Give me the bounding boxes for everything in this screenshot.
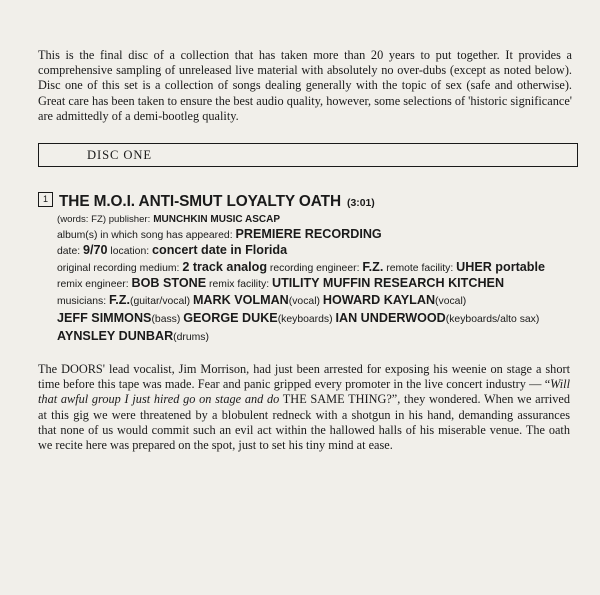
musician-role-6: (drums) bbox=[173, 332, 209, 344]
credit-label-location: location: bbox=[110, 246, 150, 258]
musician-name-1: MARK VOLMAN bbox=[192, 293, 289, 308]
credit-value-location: concert date in Florida bbox=[152, 243, 288, 258]
musician-role-0: (guitar/vocal) bbox=[129, 296, 191, 308]
credit-line-musicians bbox=[57, 292, 578, 310]
musician-role-3: (bass) bbox=[151, 314, 181, 326]
credit-line-remix bbox=[57, 276, 578, 292]
track-credits bbox=[57, 213, 578, 346]
credit-label-medium: original recording medium: bbox=[57, 262, 180, 274]
track-number: 1 bbox=[38, 192, 53, 207]
musician-role-4: (keyboards) bbox=[277, 314, 333, 326]
credit-line-musicians-3 bbox=[57, 328, 578, 346]
credit-label-albums: album(s) in which song has appeared: bbox=[57, 230, 233, 242]
credit-label-remix-engineer: remix engineer: bbox=[57, 278, 129, 290]
musician-name-4: GEORGE DUKE bbox=[183, 311, 278, 326]
credit-line-albums bbox=[57, 227, 578, 243]
notes-part-1: The DOORS' lead vocalist, Jim Morrison, had just been arrested for exposing his weenie on stage a short time before this tape was made. Fear and panic gripped every promoter in the live concert industry — “ bbox=[38, 362, 570, 392]
musician-name-3: JEFF SIMMONS bbox=[57, 311, 152, 326]
credit-value-publisher: MUNCHKIN MUSIC ASCAP bbox=[153, 214, 281, 226]
credit-line-date-location bbox=[57, 243, 578, 259]
credit-label-publisher: (words: FZ) publisher: bbox=[57, 214, 151, 226]
track-duration: (3:01) bbox=[347, 198, 375, 210]
credit-value-medium: 2 track analog bbox=[182, 259, 268, 274]
credit-value-remix-engineer: BOB STONE bbox=[131, 275, 207, 290]
disc-one-header bbox=[38, 143, 578, 167]
track-title: THE M.O.I. ANTI-SMUT LOYALTY OATH bbox=[59, 193, 341, 211]
musician-role-1: (vocal) bbox=[288, 296, 320, 308]
disc-label: DISC ONE bbox=[87, 147, 152, 162]
musician-name-5: IAN UNDERWOOD bbox=[335, 311, 446, 326]
credit-value-remix-facility: UTILITY MUFFIN RESEARCH KITCHEN bbox=[271, 275, 505, 290]
credit-value-remote-facility: UHER portable bbox=[456, 259, 545, 274]
track-notes bbox=[38, 362, 578, 453]
credit-line-publisher bbox=[57, 213, 578, 227]
credit-value-date: 9/70 bbox=[83, 243, 108, 258]
track-heading bbox=[38, 192, 578, 210]
credit-label-date: date: bbox=[57, 246, 81, 258]
credit-label-musicians: musicians: bbox=[57, 296, 107, 308]
credit-line-recording bbox=[57, 260, 578, 276]
credit-label-rec-engineer: recording engineer: bbox=[269, 262, 360, 274]
credit-value-albums: PREMIERE RECORDING bbox=[235, 227, 382, 242]
credit-value-rec-engineer: F.Z. bbox=[362, 259, 384, 274]
musician-name-0: F.Z. bbox=[108, 293, 130, 308]
notes-italic: Will that awful group I just hired go on stage and do bbox=[38, 377, 570, 407]
intro-paragraph: This is the final disc of a collection that has taken more than 20 years to put together. It provides a comprehensive sampling of unreleased live material with absolutely no over-dubs (except as noted below). Disc one of this set is a collection of songs dealing generally with the topic of sex (safe and otherwise). Great care has been taken to ensure the best audio quality, however, some selections of 'historic significance' are admittedly of a demi-bootleg quality. bbox=[38, 48, 572, 123]
credit-line-musicians-2 bbox=[57, 310, 578, 328]
musician-role-5: (keyboards/alto sax) bbox=[445, 314, 540, 326]
credit-label-remote-facility: remote facility: bbox=[386, 262, 454, 274]
musician-name-2: HOWARD KAYLAN bbox=[322, 293, 436, 308]
credit-label-remix-facility: remix facility: bbox=[209, 278, 270, 290]
musician-name-6: AYNSLEY DUNBAR bbox=[57, 329, 174, 344]
musician-role-2: (vocal) bbox=[435, 296, 467, 308]
notes-part-2: THE SAME THING?”, they wondered. When we arrived at this gig we were threatened by a blobulent redneck with a shotgun in his hand, demanding assurances that none of us would commit such an evil act within the hallowed halls of his miserable venue. The oath we recite here was prepared on the spot, just to set his tiny mind at ease. bbox=[38, 392, 570, 453]
